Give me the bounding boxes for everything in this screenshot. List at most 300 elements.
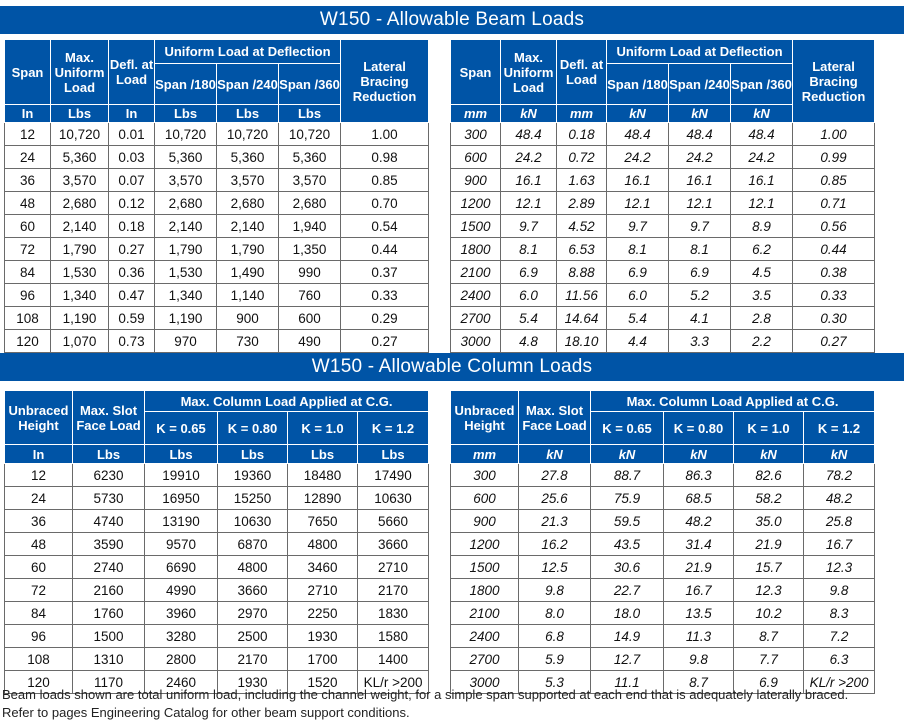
table-cell: 12.1 (501, 192, 557, 215)
table-cell: 2,680 (51, 192, 109, 215)
header-max-column-load: Max. Column Load Applied at C.G. (145, 391, 429, 412)
table-cell: 16.7 (804, 533, 875, 556)
table-cell: 1,190 (155, 307, 217, 330)
table-cell: 1,340 (51, 284, 109, 307)
table-cell: 2400 (451, 625, 519, 648)
table-row (451, 464, 875, 487)
table-cell: 1,070 (51, 330, 109, 353)
table-cell: 24.2 (607, 146, 669, 169)
table-cell: 2.89 (557, 192, 607, 215)
header-uniform-load-at-deflection: Uniform Load at Deflection (155, 40, 341, 64)
table-cell: 2710 (358, 556, 429, 579)
table-cell: 1760 (73, 602, 145, 625)
header-lateral-bracing-reduction: Lateral Bracing Reduction (341, 40, 429, 123)
column-imperial-body (5, 464, 429, 694)
table-cell: 0.73 (109, 330, 155, 353)
table-cell: 2970 (218, 602, 288, 625)
table-cell: 0.18 (109, 215, 155, 238)
table-cell: 600 (451, 146, 501, 169)
table-cell: 10,720 (217, 123, 279, 146)
column-metric-table (450, 390, 875, 694)
table-cell: 3000 (451, 330, 501, 353)
table-cell: 24.2 (731, 146, 793, 169)
header-span-180: Span /180 (155, 64, 217, 105)
table-cell: 21.9 (734, 533, 804, 556)
table-cell: 1,790 (155, 238, 217, 261)
unit-cell: kN (804, 445, 875, 464)
table-cell: 48.4 (731, 123, 793, 146)
table-cell: 0.29 (341, 307, 429, 330)
table-cell: 0.38 (793, 261, 875, 284)
table-cell: 60 (5, 215, 51, 238)
table-cell: 4740 (73, 510, 145, 533)
table-row (5, 556, 429, 579)
table-cell: 120 (5, 671, 73, 694)
header-max-uniform-load: Max. Uniform Load (501, 40, 557, 105)
table-cell: 0.44 (793, 238, 875, 261)
table-cell: KL/r >200 (804, 671, 875, 694)
table-cell: 16.2 (519, 533, 591, 556)
table-cell: 1,790 (217, 238, 279, 261)
header-max-uniform-load: Max. Uniform Load (51, 40, 109, 105)
table-cell: 48 (5, 192, 51, 215)
table-cell: 0.33 (341, 284, 429, 307)
table-cell: 0.27 (109, 238, 155, 261)
table-cell: 6690 (145, 556, 218, 579)
table-cell: 18480 (288, 464, 358, 487)
table-cell: 96 (5, 284, 51, 307)
table-cell: 24 (5, 146, 51, 169)
table-cell: 12.5 (519, 556, 591, 579)
table-cell: 2,680 (155, 192, 217, 215)
table-cell: 2.2 (731, 330, 793, 353)
table-cell: 13.5 (664, 602, 734, 625)
table-cell: 12.1 (731, 192, 793, 215)
table-cell: 5730 (73, 487, 145, 510)
table-cell: 88.7 (591, 464, 664, 487)
table-cell: 0.03 (109, 146, 155, 169)
table-cell: 0.33 (793, 284, 875, 307)
table-cell: 4.1 (669, 307, 731, 330)
table-cell: 0.47 (109, 284, 155, 307)
table-cell: 300 (451, 464, 519, 487)
unit-cell: mm (451, 105, 501, 123)
table-cell: 0.98 (341, 146, 429, 169)
table-row (451, 146, 875, 169)
table-cell: 970 (155, 330, 217, 353)
table-cell: 0.85 (341, 169, 429, 192)
table-cell: 4800 (288, 533, 358, 556)
table-cell: 1930 (288, 625, 358, 648)
header-unbraced-height: Unbraced Height (5, 391, 73, 445)
header-defl-at-load: Defl. at Load (557, 40, 607, 105)
unit-cell: In (5, 445, 73, 464)
table-cell: 3,570 (217, 169, 279, 192)
table-cell: 0.54 (341, 215, 429, 238)
table-cell: 48.4 (607, 123, 669, 146)
units-row (451, 445, 875, 464)
table-cell: 24 (5, 487, 73, 510)
table-cell: 4.52 (557, 215, 607, 238)
unit-cell: Lbs (217, 105, 279, 123)
table-row (5, 146, 429, 169)
header-max-column-load: Max. Column Load Applied at C.G. (591, 391, 875, 412)
beam-loads-title: W150 - Allowable Beam Loads (0, 6, 904, 34)
table-row (451, 625, 875, 648)
table-cell: 78.2 (804, 464, 875, 487)
header-span: Span (5, 40, 51, 105)
header-uniform-load-at-deflection: Uniform Load at Deflection (607, 40, 793, 64)
table-cell: 5.4 (501, 307, 557, 330)
table-cell: 4.5 (731, 261, 793, 284)
table-cell: 10,720 (51, 123, 109, 146)
table-cell: 5,360 (155, 146, 217, 169)
table-cell: 120 (5, 330, 51, 353)
table-cell: 600 (451, 487, 519, 510)
table-cell: 16.1 (607, 169, 669, 192)
table-row (5, 330, 429, 353)
beam-metric-body (451, 123, 875, 353)
table-cell: 1,790 (51, 238, 109, 261)
header-k-10: K = 1.0 (734, 412, 804, 445)
table-cell: 16.1 (669, 169, 731, 192)
table-cell: 14.9 (591, 625, 664, 648)
table-cell: 2250 (288, 602, 358, 625)
table-cell: 15.7 (734, 556, 804, 579)
table-cell: 1930 (218, 671, 288, 694)
table-cell: 12.3 (804, 556, 875, 579)
table-cell: 1170 (73, 671, 145, 694)
table-cell: 10630 (358, 487, 429, 510)
table-cell: 12.3 (734, 579, 804, 602)
table-cell: 600 (279, 307, 341, 330)
table-cell: 1,530 (51, 261, 109, 284)
table-cell: 1500 (451, 215, 501, 238)
table-cell: 12.7 (591, 648, 664, 671)
table-cell: 9.8 (664, 648, 734, 671)
table-cell: 12 (5, 464, 73, 487)
table-row (5, 238, 429, 261)
column-metric-body (451, 464, 875, 694)
table-cell: 3,570 (279, 169, 341, 192)
table-cell: 0.99 (793, 146, 875, 169)
table-cell: 12.1 (669, 192, 731, 215)
unit-cell: Lbs (145, 445, 218, 464)
table-cell: 0.72 (557, 146, 607, 169)
table-cell: 8.7 (664, 671, 734, 694)
table-cell: 8.3 (804, 602, 875, 625)
table-cell: 24.2 (501, 146, 557, 169)
table-cell: 900 (217, 307, 279, 330)
table-cell: 10.2 (734, 602, 804, 625)
table-cell: 35.0 (734, 510, 804, 533)
table-cell: 1,140 (217, 284, 279, 307)
table-cell: 6.9 (501, 261, 557, 284)
table-row (5, 284, 429, 307)
table-cell: 10,720 (155, 123, 217, 146)
table-row (5, 533, 429, 556)
table-cell: 48.2 (664, 510, 734, 533)
table-cell: 12890 (288, 487, 358, 510)
header-span-360: Span /360 (731, 64, 793, 105)
table-cell: 2400 (451, 284, 501, 307)
table-cell: 1,940 (279, 215, 341, 238)
table-cell: 3.5 (731, 284, 793, 307)
unit-cell: kN (501, 105, 557, 123)
table-cell: 25.6 (519, 487, 591, 510)
unit-cell: In (5, 105, 51, 123)
table-cell: 1.63 (557, 169, 607, 192)
table-row (451, 487, 875, 510)
table-cell: 6.0 (607, 284, 669, 307)
header-k-080: K = 0.80 (218, 412, 288, 445)
table-cell: 2,140 (155, 215, 217, 238)
table-cell: 1.00 (793, 123, 875, 146)
table-cell: 1310 (73, 648, 145, 671)
table-cell: 2740 (73, 556, 145, 579)
table-cell: 84 (5, 261, 51, 284)
table-cell: 86.3 (664, 464, 734, 487)
table-row (451, 510, 875, 533)
table-row (5, 464, 429, 487)
table-cell: 1,190 (51, 307, 109, 330)
table-cell: 0.30 (793, 307, 875, 330)
unit-cell: kN (731, 105, 793, 123)
table-cell: 10630 (218, 510, 288, 533)
table-cell: 108 (5, 648, 73, 671)
table-cell: 58.2 (734, 487, 804, 510)
table-cell: 1200 (451, 192, 501, 215)
table-cell: 2,680 (217, 192, 279, 215)
table-cell: 60 (5, 556, 73, 579)
table-cell: 900 (451, 169, 501, 192)
table-cell: 3280 (145, 625, 218, 648)
unit-cell: kN (519, 445, 591, 464)
table-cell: 1,340 (155, 284, 217, 307)
header-span-240: Span /240 (217, 64, 279, 105)
table-cell: 1580 (358, 625, 429, 648)
table-cell: 3590 (73, 533, 145, 556)
table-cell: 43.5 (591, 533, 664, 556)
table-cell: 25.8 (804, 510, 875, 533)
table-cell: 48.2 (804, 487, 875, 510)
table-cell: 13190 (145, 510, 218, 533)
table-cell: 0.85 (793, 169, 875, 192)
footnote-beam-loads: Beam loads shown are total uniform load, including the channel weight, for a simple span supported at each end that is adequately laterally braced. (2, 687, 849, 702)
table-cell: 22.7 (591, 579, 664, 602)
beam-imperial-body (5, 123, 429, 353)
table-cell: 19910 (145, 464, 218, 487)
header-unbraced-height: Unbraced Height (451, 391, 519, 445)
table-cell: 8.1 (669, 238, 731, 261)
table-row (451, 169, 875, 192)
table-cell: 0.18 (557, 123, 607, 146)
table-cell: 48.4 (501, 123, 557, 146)
header-k-10: K = 1.0 (288, 412, 358, 445)
footnote-refer-catalog: Refer to pages Engineering Catalog for other beam support conditions. (2, 705, 410, 720)
table-cell: 0.70 (341, 192, 429, 215)
table-row (5, 625, 429, 648)
table-cell: 4800 (218, 556, 288, 579)
table-cell: 5,360 (279, 146, 341, 169)
unit-cell: mm (557, 105, 607, 123)
header-max-slot-face-load: Max. Slot Face Load (73, 391, 145, 445)
column-imperial-table (4, 390, 429, 694)
table-cell: 96 (5, 625, 73, 648)
table-cell: 4.4 (607, 330, 669, 353)
table-cell: 5.2 (669, 284, 731, 307)
table-cell: 1,530 (155, 261, 217, 284)
table-cell: 36 (5, 510, 73, 533)
table-cell: 9.7 (669, 215, 731, 238)
unit-cell: kN (591, 445, 664, 464)
table-cell: 72 (5, 579, 73, 602)
table-cell: 8.1 (501, 238, 557, 261)
table-cell: 7650 (288, 510, 358, 533)
table-cell: 82.6 (734, 464, 804, 487)
table-cell: 16.1 (501, 169, 557, 192)
table-cell: 21.9 (664, 556, 734, 579)
table-cell: 7.2 (804, 625, 875, 648)
table-cell: 2500 (218, 625, 288, 648)
table-cell: 59.5 (591, 510, 664, 533)
table-cell: 0.27 (793, 330, 875, 353)
unit-cell: Lbs (218, 445, 288, 464)
unit-cell: kN (669, 105, 731, 123)
table-row (5, 215, 429, 238)
table-cell: 990 (279, 261, 341, 284)
table-row (451, 238, 875, 261)
table-cell: 27.8 (519, 464, 591, 487)
table-cell: 2700 (451, 648, 519, 671)
table-row (5, 487, 429, 510)
header-span: Span (451, 40, 501, 105)
table-cell: 8.7 (734, 625, 804, 648)
table-cell: 18.0 (591, 602, 664, 625)
table-row (451, 556, 875, 579)
table-cell: 48 (5, 533, 73, 556)
table-cell: 1500 (451, 556, 519, 579)
table-cell: 3.3 (669, 330, 731, 353)
table-row (451, 215, 875, 238)
table-cell: 0.07 (109, 169, 155, 192)
table-cell: 68.5 (664, 487, 734, 510)
table-cell: 0.59 (109, 307, 155, 330)
table-cell: 0.27 (341, 330, 429, 353)
table-cell: 18.10 (557, 330, 607, 353)
table-cell: 6.53 (557, 238, 607, 261)
table-row (451, 330, 875, 353)
header-span-180: Span /180 (607, 64, 669, 105)
table-cell: 1.00 (341, 123, 429, 146)
table-cell: 6.9 (669, 261, 731, 284)
table-cell: 3960 (145, 602, 218, 625)
table-row (5, 307, 429, 330)
table-cell: 0.44 (341, 238, 429, 261)
header-k-065: K = 0.65 (145, 412, 218, 445)
table-cell: 0.12 (109, 192, 155, 215)
table-cell: 84 (5, 602, 73, 625)
table-row (5, 123, 429, 146)
header-lateral-bracing-reduction: Lateral Bracing Reduction (793, 40, 875, 123)
table-cell: 0.01 (109, 123, 155, 146)
table-cell: 1200 (451, 533, 519, 556)
table-cell: 16.7 (664, 579, 734, 602)
table-cell: 2710 (288, 579, 358, 602)
table-cell: 5,360 (217, 146, 279, 169)
table-cell: 108 (5, 307, 51, 330)
header-defl-at-load: Defl. at Load (109, 40, 155, 105)
table-cell: 5.3 (519, 671, 591, 694)
table-row (5, 648, 429, 671)
table-cell: 3,570 (51, 169, 109, 192)
table-cell: 6.8 (519, 625, 591, 648)
table-cell: 490 (279, 330, 341, 353)
header-k-12: K = 1.2 (358, 412, 429, 445)
table-row (451, 307, 875, 330)
table-cell: 0.37 (341, 261, 429, 284)
table-cell: 1,350 (279, 238, 341, 261)
table-cell: 16950 (145, 487, 218, 510)
table-row (451, 602, 875, 625)
beam-metric-table (450, 39, 875, 353)
table-cell: 8.1 (607, 238, 669, 261)
table-cell: 4.8 (501, 330, 557, 353)
table-cell: 2160 (73, 579, 145, 602)
table-cell: 6230 (73, 464, 145, 487)
unit-cell: kN (607, 105, 669, 123)
table-row (451, 123, 875, 146)
table-cell: 2170 (358, 579, 429, 602)
table-cell: 15250 (218, 487, 288, 510)
table-cell: 12.1 (607, 192, 669, 215)
table-cell: 2,680 (279, 192, 341, 215)
table-row (5, 510, 429, 533)
table-cell: 0.56 (793, 215, 875, 238)
header-max-slot-face-load: Max. Slot Face Load (519, 391, 591, 445)
unit-cell: Lbs (288, 445, 358, 464)
unit-cell: Lbs (358, 445, 429, 464)
table-cell: 11.56 (557, 284, 607, 307)
table-cell: 1800 (451, 238, 501, 261)
table-cell: 900 (451, 510, 519, 533)
table-cell: 0.71 (793, 192, 875, 215)
table-cell: 11.1 (591, 671, 664, 694)
table-cell: 8.9 (731, 215, 793, 238)
table-cell: 30.6 (591, 556, 664, 579)
table-cell: KL/r >200 (358, 671, 429, 694)
table-cell: 1,490 (217, 261, 279, 284)
table-cell: 72 (5, 238, 51, 261)
table-cell: 730 (217, 330, 279, 353)
unit-cell: Lbs (73, 445, 145, 464)
table-row (451, 579, 875, 602)
header-k-065: K = 0.65 (591, 412, 664, 445)
table-cell: 2,140 (217, 215, 279, 238)
table-cell: 19360 (218, 464, 288, 487)
table-cell: 48.4 (669, 123, 731, 146)
table-cell: 8.88 (557, 261, 607, 284)
table-row (451, 261, 875, 284)
unit-cell: Lbs (51, 105, 109, 123)
table-cell: 300 (451, 123, 501, 146)
beam-imperial-table (4, 39, 429, 353)
table-cell: 3,570 (155, 169, 217, 192)
table-cell: 5.9 (519, 648, 591, 671)
table-row (5, 579, 429, 602)
table-cell: 6.2 (731, 238, 793, 261)
header-k-12: K = 1.2 (804, 412, 875, 445)
